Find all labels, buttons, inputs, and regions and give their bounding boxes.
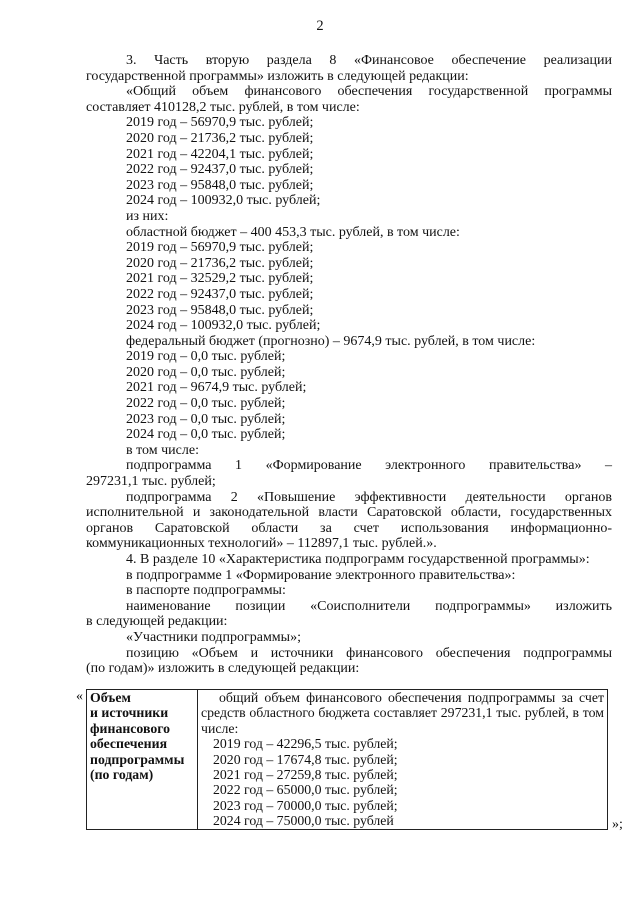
including-label: в том числе: xyxy=(126,442,199,458)
section4-line5: «Участники подпрограммы»; xyxy=(126,629,301,645)
subprogram-year-2020: 2020 год – 17674,8 тыс. рублей; xyxy=(213,751,398,767)
section4-line2: в подпрограмме 1 «Формирование электронного правительства»: xyxy=(126,567,516,583)
federal-year-2024: 2024 год – 0,0 тыс. рублей; xyxy=(126,427,286,443)
total-years-list xyxy=(86,115,612,209)
federal-year-2020: 2020 год – 0,0 тыс. рублей; xyxy=(126,364,286,380)
position-name-cell xyxy=(87,690,198,830)
subprogram-year-2022: 2022 год – 65000,0 тыс. рублей; xyxy=(213,782,398,798)
federal-year-2023: 2023 год – 0,0 тыс. рублей; xyxy=(126,411,286,427)
value-intro-text: общий объем финансового обеспечения подпрограммы за счет средств областного бюджета составляет 297231,1 тыс. рублей, в том числе: xyxy=(201,690,604,736)
regional-budget-line: областной бюджет – 400 453,3 тыс. рублей, в том числе: xyxy=(126,224,460,240)
total-year-2024: 2024 год – 100932,0 тыс. рублей; xyxy=(126,193,321,209)
passport-table xyxy=(86,689,608,830)
subprogram1-line1: подпрограмма 1 «Формирование электронного правительства» – xyxy=(126,458,612,474)
section4-line4a: наименование позиции «Соисполнители подпрограммы» изложить xyxy=(126,598,612,614)
total-funding-line2: составляет 410128,2 тыс. рублей, в том числе: xyxy=(86,99,360,115)
subprogram2-line1: подпрограмма 2 «Повышение эффективности деятельности органов xyxy=(126,489,612,505)
page-number: 2 xyxy=(316,18,324,34)
position-name-line: финансового xyxy=(90,720,171,736)
position-value-cell xyxy=(198,690,608,830)
regional-year-2022: 2022 год – 92437,0 тыс. рублей; xyxy=(126,286,314,302)
table-open-quote: « xyxy=(76,689,83,704)
regional-year-2023: 2023 год – 95848,0 тыс. рублей; xyxy=(126,302,314,318)
position-name-line: подпрограммы xyxy=(90,751,185,767)
subprogram-year-2023: 2023 год – 70000,0 тыс. рублей; xyxy=(213,797,398,813)
position-name-line: и источники xyxy=(90,705,169,721)
table-row xyxy=(87,690,608,830)
position-name-line: Объем xyxy=(90,690,131,705)
total-year-2020: 2020 год – 21736,2 тыс. рублей; xyxy=(126,130,314,146)
federal-budget-line: федеральный бюджет (прогнозно) – 9674,9 тыс. рублей, в том числе: xyxy=(126,333,536,349)
section4-line1: 4. В разделе 10 «Характеристика подпрограмм государственной программы»: xyxy=(126,552,590,567)
total-year-2021: 2021 год – 42204,1 тыс. рублей; xyxy=(126,146,314,162)
total-funding-line1: «Общий объем финансового обеспечения государственной программы xyxy=(126,84,612,100)
subprogram2-line3: органов Саратовской области за счет использования информационно- xyxy=(86,520,612,536)
document-body xyxy=(86,53,612,677)
subprogram2-line4: коммуникационных технологий» – 112897,1 тыс. рублей.». xyxy=(86,536,437,552)
table-close-quote: »; xyxy=(612,817,623,832)
federal-year-2019: 2019 год – 0,0 тыс. рублей; xyxy=(126,349,286,365)
position-name-line: обеспечения xyxy=(90,736,168,752)
regional-years-list xyxy=(86,240,612,334)
section3-intro-line1: 3. Часть вторую раздела 8 «Финансовое обеспечение реализации xyxy=(126,53,612,68)
position-name-line: (по годам) xyxy=(90,767,154,783)
federal-year-2021: 2021 год – 9674,9 тыс. рублей; xyxy=(126,380,307,396)
subprogram-year-2024: 2024 год – 75000,0 тыс. рублей xyxy=(213,813,394,829)
regional-year-2019: 2019 год – 56970,9 тыс. рублей; xyxy=(126,240,314,256)
federal-years-list xyxy=(86,349,612,443)
total-year-2023: 2023 год – 95848,0 тыс. рублей; xyxy=(126,177,314,193)
section3-intro-line2: государственной программы» изложить в следующей редакции: xyxy=(86,68,469,84)
section4-line6a: позицию «Объем и источники финансового обеспечения подпрограммы xyxy=(126,645,612,661)
regional-year-2021: 2021 год – 32529,2 тыс. рублей; xyxy=(126,271,314,287)
of-them-label: из них: xyxy=(126,208,169,224)
federal-year-2022: 2022 год – 0,0 тыс. рублей; xyxy=(126,396,286,412)
subprogram-year-2021: 2021 год – 27259,8 тыс. рублей; xyxy=(213,767,398,783)
section4-line4b: в следующей редакции: xyxy=(86,614,228,630)
regional-year-2024: 2024 год – 100932,0 тыс. рублей; xyxy=(126,318,321,334)
section4-line3: в паспорте подпрограммы: xyxy=(126,583,286,599)
subprogram-year-2019: 2019 год – 42296,5 тыс. рублей; xyxy=(213,736,398,752)
section4-line6b: (по годам)» изложить в следующей редакции: xyxy=(86,661,360,677)
total-year-2022: 2022 год – 92437,0 тыс. рублей; xyxy=(126,162,314,178)
total-year-2019: 2019 год – 56970,9 тыс. рублей; xyxy=(126,115,314,131)
subprogram1-line2: 297231,1 тыс. рублей; xyxy=(86,474,216,490)
regional-year-2020: 2020 год – 21736,2 тыс. рублей; xyxy=(126,255,314,271)
subprogram2-line2: исполнительной и законодательной власти Саратовской области, государственных xyxy=(86,505,612,521)
